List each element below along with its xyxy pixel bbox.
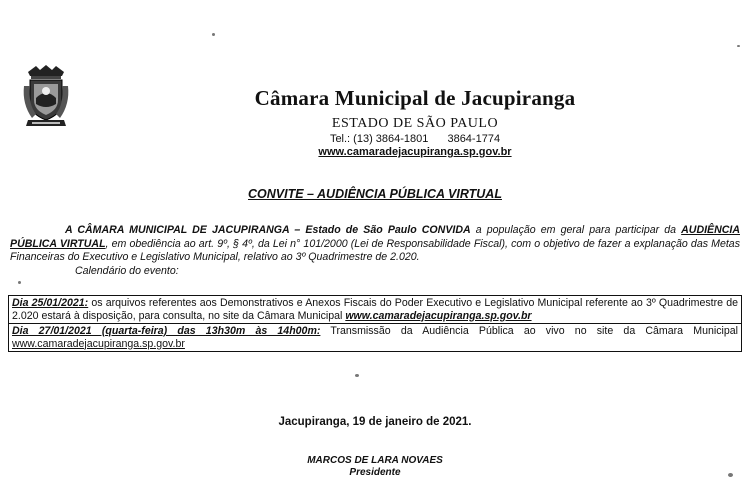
calendar-label: Calendário do evento: bbox=[75, 264, 179, 277]
document-heading: CONVITE – AUDIÊNCIA PÚBLICA VIRTUAL bbox=[248, 187, 502, 201]
intro-text-1: a população em geral para participar da bbox=[470, 224, 682, 236]
signer-title: Presidente bbox=[349, 467, 401, 478]
event-site-link[interactable]: www.camaradejacupiranga.sp.gov.br bbox=[345, 309, 532, 322]
event-row bbox=[9, 323, 741, 351]
event-date: Dia 27/01/2021 (quarta-feira) das 13h30m às 14h00m: bbox=[12, 325, 321, 337]
intro-lead: A CÂMARA MUNICIPAL DE JACUPIRANGA – Estado de São Paulo CONVIDA bbox=[65, 224, 471, 236]
municipal-crest-icon bbox=[22, 64, 70, 128]
event-row bbox=[9, 296, 741, 323]
invitation-paragraph bbox=[10, 224, 740, 278]
event-calendar-table bbox=[8, 295, 742, 352]
signature-block bbox=[0, 455, 750, 479]
phone-numbers bbox=[240, 133, 590, 145]
intro-text-2: , em obediência ao art. 9º, § 4º, da Lei n° 101/2000 (Lei de Responsabilidade Fiscal), com o objetivo de fazer a explanação das Metas Financeiras do Executivo e Legislativo Municipal, relativo ao 3º Quadrimestre de 2.020. bbox=[10, 237, 740, 264]
letterhead bbox=[240, 86, 590, 158]
intro-audiencia: AUDIÊNCIA PÚBLICA VIRTUAL bbox=[10, 224, 740, 250]
event-description: Transmissão da Audiência Pública ao vivo no site da Câmara Municipal bbox=[320, 325, 738, 337]
scan-speck bbox=[355, 374, 359, 377]
phone-secondary: 3864-1774 bbox=[447, 133, 501, 145]
scan-speck bbox=[728, 473, 733, 477]
signer-name: MARCOS DE LARA NOVAES bbox=[307, 455, 443, 466]
chamber-title: Câmara Municipal de Jacupiranga bbox=[254, 86, 576, 110]
event-description: os arquivos referentes aos Demonstrativos e Anexos Fiscais do Poder Executivo e Legislativo Municipal referente ao 3º Quadrimestre de 2.020 estará à disposição, para consulta, no site da Câmara Municipal bbox=[12, 297, 738, 322]
event-date: Dia 25/01/2021: bbox=[12, 297, 89, 309]
scan-speck bbox=[212, 33, 215, 36]
scan-speck bbox=[18, 281, 21, 284]
website-link[interactable]: www.camaradejacupiranga.sp.gov.br bbox=[318, 146, 512, 158]
scan-speck bbox=[737, 45, 740, 47]
phone-primary: Tel.: (13) 3864-1801 bbox=[329, 133, 429, 145]
state-name: ESTADO DE SÃO PAULO bbox=[331, 116, 499, 131]
event-site-link[interactable]: www.camaradejacupiranga.sp.gov.br bbox=[12, 337, 185, 350]
place-and-date: Jacupiranga, 19 de janeiro de 2021. bbox=[278, 416, 472, 428]
